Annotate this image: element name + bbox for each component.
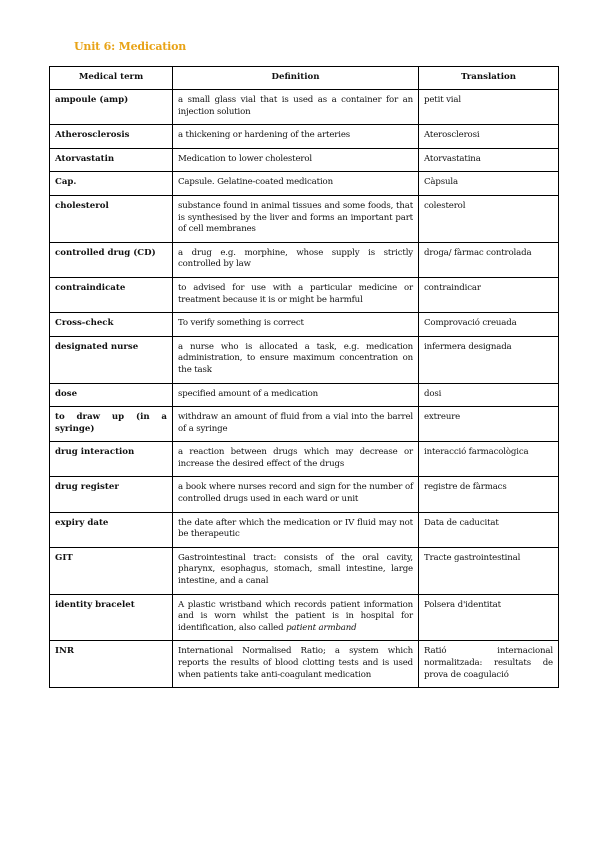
table-row <box>50 336 559 383</box>
table-row <box>50 277 559 312</box>
term-cell: designated nurse <box>50 336 173 383</box>
table-row <box>50 477 559 512</box>
table-row <box>50 195 559 242</box>
translation-cell: Comprovació creuada <box>419 313 559 337</box>
definition-cell <box>173 594 419 641</box>
table-row <box>50 172 559 196</box>
term-cell: drug interaction <box>50 442 173 477</box>
term-cell: cholesterol <box>50 195 173 242</box>
header-medical-term: Medical term <box>50 67 173 90</box>
header-row <box>50 67 559 90</box>
term-cell: to draw up (in a syringe) <box>50 407 173 442</box>
translation-cell: Data de caducitat <box>419 512 559 547</box>
translation-cell: Tracte gastrointestinal <box>419 547 559 594</box>
translation-cell: dosi <box>419 383 559 407</box>
definition-cell: Medication to lower cholesterol <box>173 148 419 172</box>
table-body <box>50 90 559 688</box>
term-cell: contraindicate <box>50 277 173 312</box>
table-row <box>50 125 559 149</box>
definition-text: A plastic wristband which records patient information and is worn whilst the patient is in hospital for identification, also called <box>178 599 413 633</box>
translation-cell: contraindicar <box>419 277 559 312</box>
table-row <box>50 148 559 172</box>
table-row <box>50 407 559 442</box>
definition-cell: specified amount of a medication <box>173 383 419 407</box>
table-row <box>50 442 559 477</box>
translation-cell: extreure <box>419 407 559 442</box>
definition-cell: To verify something is correct <box>173 313 419 337</box>
translation-cell: Aterosclerosi <box>419 125 559 149</box>
translation-cell: infermera designada <box>419 336 559 383</box>
definition-cell: a nurse who is allocated a task, e.g. medication administration, to ensure maximum concentration on the task <box>173 336 419 383</box>
unit-title: Unit 6: Medication <box>74 40 187 53</box>
translation-cell: Càpsula <box>419 172 559 196</box>
term-cell: GIT <box>50 547 173 594</box>
translation-cell: droga/ fàrmac controlada <box>419 242 559 277</box>
term-cell: drug register <box>50 477 173 512</box>
table-row <box>50 383 559 407</box>
definition-cell: International Normalised Ratio; a system which reports the results of blood clotting tests and is used when patients take anti-coagulant medication <box>173 641 419 688</box>
table-row <box>50 90 559 125</box>
table-row <box>50 594 559 641</box>
definition-cell: Capsule. Gelatine-coated medication <box>173 172 419 196</box>
term-cell: Cross-check <box>50 313 173 337</box>
term-cell: controlled drug (CD) <box>50 242 173 277</box>
translation-cell: colesterol <box>419 195 559 242</box>
definition-italic-text: patient armband <box>286 622 357 633</box>
table-header <box>50 67 559 90</box>
term-cell: identity bracelet <box>50 594 173 641</box>
header-translation: Translation <box>419 67 559 90</box>
table-row <box>50 512 559 547</box>
definition-cell: a drug e.g. morphine, whose supply is strictly controlled by law <box>173 242 419 277</box>
definition-cell: substance found in animal tissues and some foods, that is synthesised by the liver and forms an important part of cell membranes <box>173 195 419 242</box>
translation-cell: petit vial <box>419 90 559 125</box>
definition-cell: a small glass vial that is used as a container for an injection solution <box>173 90 419 125</box>
definition-cell: to advised for use with a particular medicine or treatment because it is or might be harmful <box>173 277 419 312</box>
term-cell: INR <box>50 641 173 688</box>
definition-cell: the date after which the medication or IV fluid may not be therapeutic <box>173 512 419 547</box>
translation-cell: Atorvastatina <box>419 148 559 172</box>
term-cell: Atorvastatin <box>50 148 173 172</box>
translation-cell: Ratió internacional normalitzada: resultats de prova de coagulació <box>419 641 559 688</box>
table-row <box>50 641 559 688</box>
header-definition: Definition <box>173 67 419 90</box>
table-row <box>50 313 559 337</box>
term-cell: dose <box>50 383 173 407</box>
glossary-table <box>49 66 559 688</box>
translation-cell: interacció farmacològica <box>419 442 559 477</box>
definition-cell: a book where nurses record and sign for the number of controlled drugs used in each ward or unit <box>173 477 419 512</box>
definition-cell: withdraw an amount of fluid from a vial into the barrel of a syringe <box>173 407 419 442</box>
definition-cell: a reaction between drugs which may decrease or increase the desired effect of the drugs <box>173 442 419 477</box>
term-cell: Cap. <box>50 172 173 196</box>
definition-cell: a thickening or hardening of the arteries <box>173 125 419 149</box>
term-cell: expiry date <box>50 512 173 547</box>
translation-cell: Polsera d'identitat <box>419 594 559 641</box>
term-cell: Atherosclerosis <box>50 125 173 149</box>
translation-cell: registre de fàrmacs <box>419 477 559 512</box>
table-row <box>50 242 559 277</box>
table-row <box>50 547 559 594</box>
term-cell: ampoule (amp) <box>50 90 173 125</box>
definition-cell: Gastrointestinal tract: consists of the oral cavity, pharynx, esophagus, stomach, small intestine, large intestine, and a canal <box>173 547 419 594</box>
